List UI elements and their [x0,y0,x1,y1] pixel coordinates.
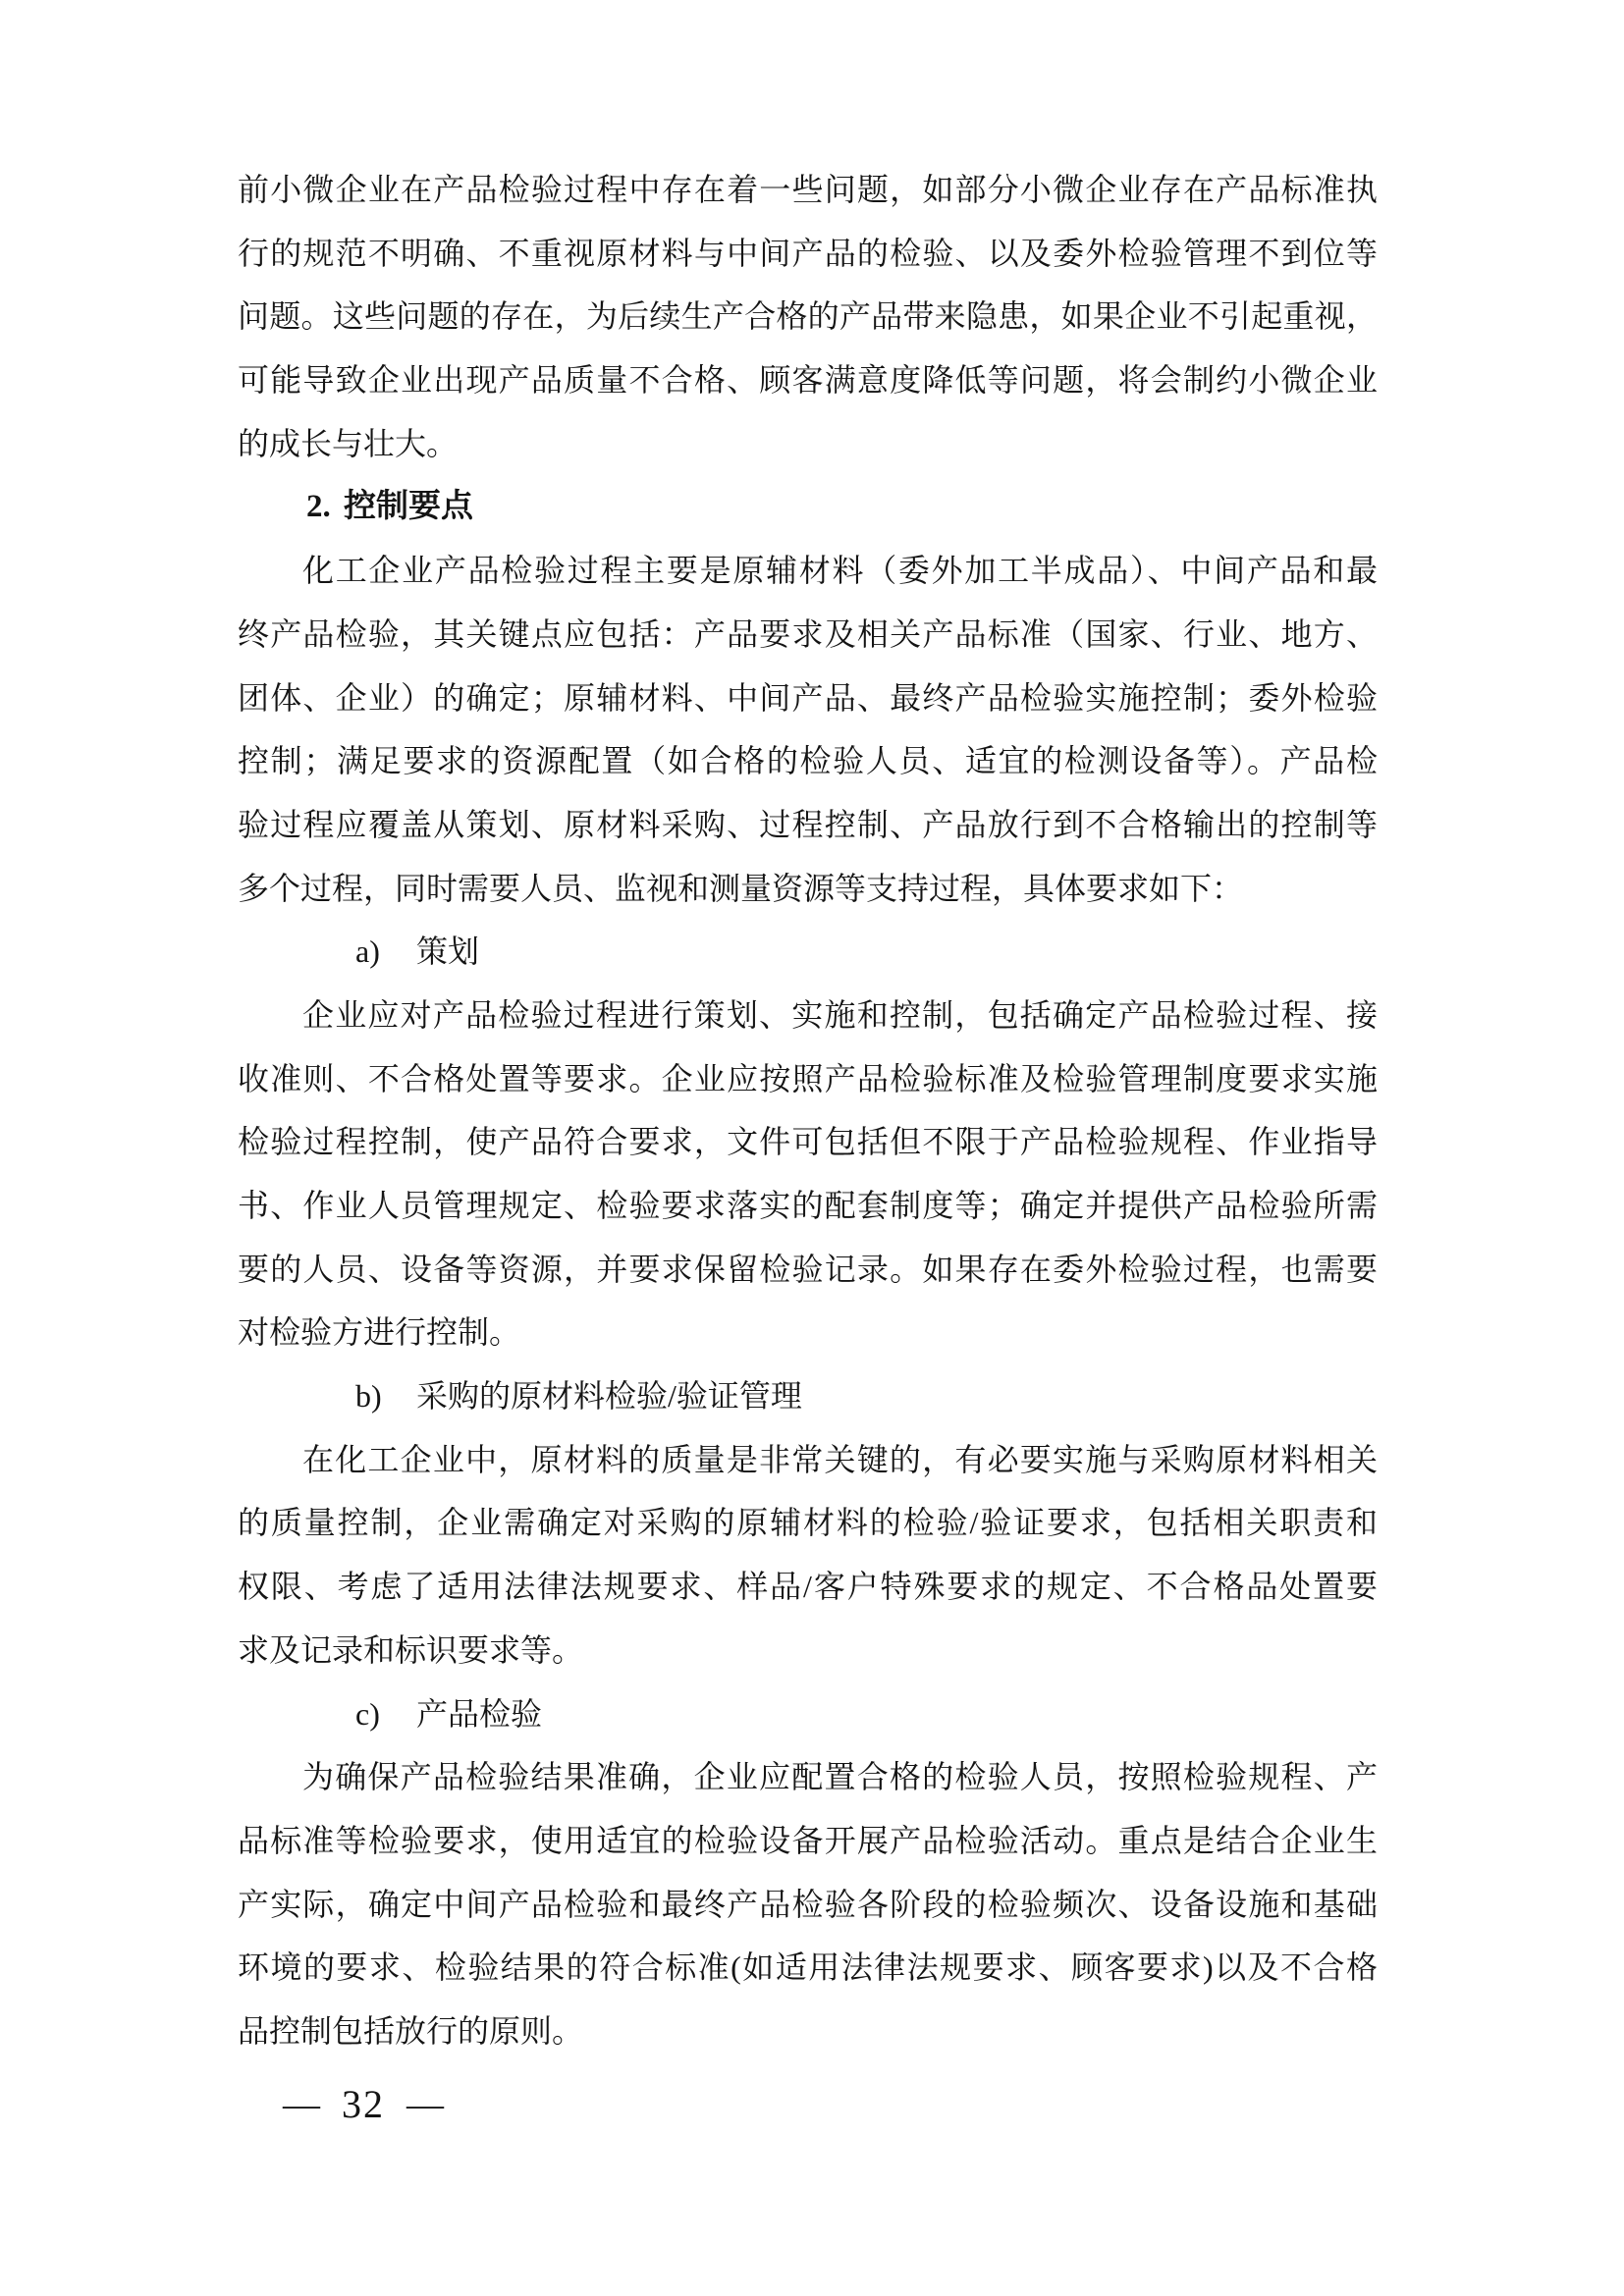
item-label: 产品检验 [416,1695,543,1732]
footer-page-number: 32 [342,2082,385,2126]
item-marker: a) [355,934,380,970]
text-line: 检验过程控制，使产品符合要求，文件可包括但不限于产品检验规程、作业指导 [238,1124,1378,1160]
item-marker: c) [355,1695,380,1732]
text-line: 可能导致企业出现产品质量不合格、顾客满意度降低等问题，将会制约小微企业 [238,362,1378,399]
footer-dash-left: — [283,2084,320,2125]
text-line: 品标准等检验要求，使用适宜的检验设备开展产品检验活动。重点是结合企业生 [238,1822,1378,1858]
text-line: 品控制包括放行的原则。 [238,2012,584,2049]
text-line: 求及记录和标识要求等。 [238,1631,584,1668]
text-line: 终产品检验，其关键点应包括：产品要求及相关产品标准（国家、行业、地方、 [238,615,1378,652]
item-label: 策划 [416,934,480,970]
text-line: 权限、考虑了适用法律法规要求、样品/客户特殊要求的规定、不合格品处置要 [238,1569,1378,1605]
text-line: 产实际，确定中间产品检验和最终产品检验各阶段的检验频次、设备设施和基础 [238,1886,1378,1922]
text-line: 的成长与壮大。 [238,425,459,461]
text-line: 验过程应覆盖从策划、原材料采购、过程控制、产品放行到不合格输出的控制等 [238,806,1378,842]
text-line: 问题。这些问题的存在，为后续生产合格的产品带来隐患，如果企业不引起重视， [238,298,1378,335]
text-line: 环境的要求、检验结果的符合标准(如适用法律法规要求、顾客要求)以及不合格 [238,1949,1378,1986]
text-line: 行的规范不明确、不重视原材料与中间产品的检验、以及委外检验管理不到位等 [238,235,1378,271]
text-line: 的质量控制，企业需确定对采购的原辅材料的检验/验证要求，包括相关职责和 [238,1505,1378,1541]
item-label: 采购的原材料检验/验证管理 [416,1378,802,1415]
list-item-line [238,920,1378,984]
list-item-line [238,1682,1378,1746]
text-line: 书、作业人员管理规定、检验要求落实的配套制度等；确定并提供产品检验所需 [238,1188,1378,1223]
text-line: 团体、企业）的确定；原辅材料、中间产品、最终产品检验实施控制；委外检验 [238,679,1378,716]
text-line: 要的人员、设备等资源，并要求保留检验记录。如果存在委外检验过程，也需要 [238,1251,1378,1287]
item-marker: 2. [306,489,331,525]
text-line: 化工企业产品检验过程主要是原辅材料（委外加工半成品）、中间产品和最 [302,553,1378,589]
footer-dash-right: — [406,2084,444,2125]
text-line: 控制；满足要求的资源配置（如合格的检验人员、适宜的检测设备等）。产品检 [238,743,1378,779]
item-marker: b) [355,1378,382,1415]
page-body-text [238,158,1378,2063]
text-line: 多个过程，同时需要人员、监视和测量资源等支持过程，具体要求如下： [238,870,1244,906]
text-line: 在化工企业中，原材料的质量是非常关键的，有必要实施与采购原材料相关 [302,1441,1378,1477]
text-line: 为确保产品检验结果准确，企业应配置合格的检验人员，按照检验规程、产 [302,1759,1378,1795]
list-item-line [238,1364,1378,1428]
text-line: 收准则、不合格处置等要求。企业应按照产品检验标准及检验管理制度要求实施 [238,1060,1378,1096]
item-label: 控制要点 [344,489,473,525]
text-line: 对检验方进行控制。 [238,1314,521,1351]
text-line: 前小微企业在产品检验过程中存在着一些问题，如部分小微企业存在产品标准执 [238,172,1378,207]
section-heading [238,475,1378,539]
page-number-footer [283,2073,444,2136]
text-line: 企业应对产品检验过程进行策划、实施和控制，包括确定产品检验过程、接 [302,996,1378,1033]
